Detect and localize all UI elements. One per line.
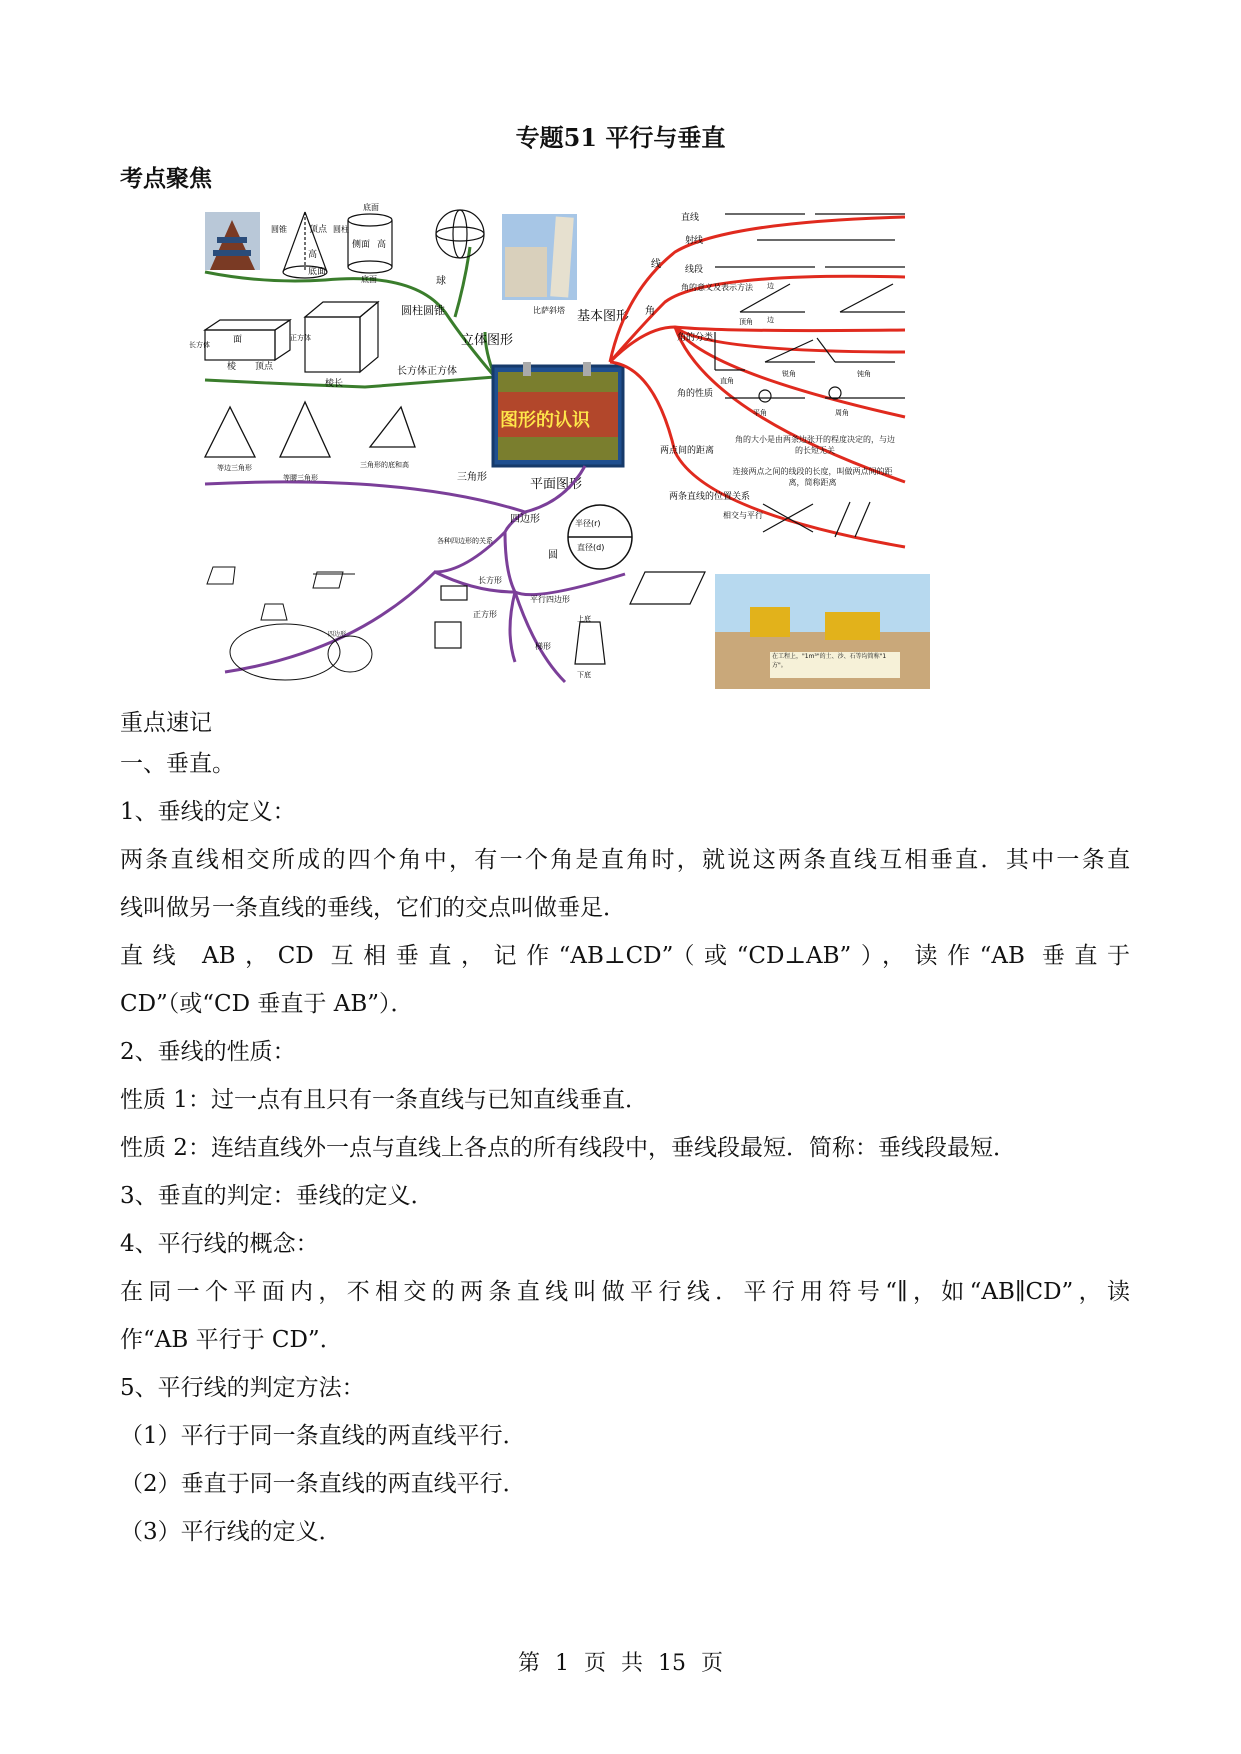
parallelogram-label: 平行四边形 bbox=[530, 595, 570, 604]
quad-chain bbox=[207, 567, 372, 680]
cone-height-label: 高 bbox=[308, 250, 318, 260]
triangle-label: 三角形 bbox=[457, 472, 487, 483]
p5-title: 5、平行线的判定方法： bbox=[120, 1375, 365, 1401]
cylinder-bottom-label: 底面 bbox=[361, 275, 377, 284]
branch-plane: 平面图形 bbox=[530, 477, 583, 492]
p2-prop2: 性质 2：连结直线外一点与直线上各点的所有线段中，垂线段最短．简称：垂线段最短． bbox=[120, 1135, 1016, 1161]
label-cuboid-cube: 长方体正方体 bbox=[397, 366, 457, 377]
p1-text-c: 直线 AB，CD 互相垂直，记作“AB⊥CD”（或“CD⊥AB”），读作“AB 垂直于 bbox=[120, 943, 1130, 969]
temple-image bbox=[205, 212, 260, 270]
cone-base-label: 底面 bbox=[308, 267, 327, 277]
branch-basic: 基本图形 bbox=[577, 309, 630, 324]
p1-text-b: 线叫做另一条直线的垂线，它们的交点叫做垂足． bbox=[120, 895, 626, 921]
lower-base-label: 下底 bbox=[577, 671, 591, 679]
diameter-label: 直径(d) bbox=[577, 543, 605, 552]
edge-label: 棱 bbox=[227, 362, 237, 372]
upper-base-label: 上底 bbox=[577, 615, 591, 623]
label-cylinder-cone: 圆柱圆锥 bbox=[401, 304, 445, 317]
side-label-1: 边 bbox=[767, 282, 774, 290]
intersect-parallel-label: 相交与平行 bbox=[723, 511, 763, 520]
cylinder-side-label: 侧面 bbox=[352, 240, 371, 250]
p2-title: 2、垂线的性质： bbox=[120, 1039, 296, 1065]
p2-prop1: 性质 1：过一点有且只有一条直线与已知直线垂直． bbox=[120, 1087, 648, 1113]
ray-label: 射线 bbox=[685, 236, 704, 246]
cube-side-label: 正方体 bbox=[290, 334, 311, 342]
plane-branch bbox=[205, 466, 625, 682]
edge-length-label: 棱长 bbox=[325, 379, 344, 389]
p5-item1: （1）平行于同一条直线的两直线平行． bbox=[120, 1423, 526, 1449]
straight-angle-label: 平角 bbox=[753, 409, 767, 417]
cylinder-top-label: 底面 bbox=[363, 203, 379, 212]
cuboid-side-label: 长方体 bbox=[189, 341, 210, 349]
vertex-angle-label: 顶角 bbox=[739, 318, 753, 326]
right-angle-label: 直角 bbox=[720, 377, 734, 385]
isosceles-label: 等腰三角形 bbox=[283, 474, 318, 482]
triangle-examples bbox=[205, 402, 415, 457]
cone-vertex-label: 顶点 bbox=[309, 225, 328, 235]
excavator-caption: 在工程上，"1m³"的土、沙、石等均简称"1方"。 bbox=[772, 653, 887, 669]
sphere-label: 球 bbox=[436, 276, 446, 287]
quad-label: 四边形 bbox=[510, 514, 540, 525]
angle-class-label: 角的分类 bbox=[677, 333, 714, 343]
quad-sign-label: 四边形 bbox=[328, 631, 347, 638]
straight-line-label: 直线 bbox=[681, 213, 700, 223]
segment-label: 线段 bbox=[685, 265, 704, 275]
p3-text: 3、垂直的判定：垂线的定义． bbox=[120, 1183, 434, 1209]
equilateral-label: 等边三角形 bbox=[217, 464, 252, 472]
mind-map-figure bbox=[189, 203, 1035, 782]
section-heading-notes: 重点速记 bbox=[120, 710, 212, 736]
cone-label: 圆锥 bbox=[271, 225, 287, 234]
radius-label: 半径(r) bbox=[575, 519, 601, 528]
two-lines-pos-label: 两条直线的位置关系 bbox=[669, 492, 751, 502]
angle-examples bbox=[740, 284, 905, 312]
pisa-caption: 比萨斜塔 bbox=[533, 306, 565, 315]
angle-prop-label: 角的性质 bbox=[677, 389, 714, 399]
quad-relation-label: 各种四边形的关系 bbox=[437, 537, 493, 545]
two-point-dist-label: 两点间的距离 bbox=[660, 446, 715, 456]
vertex-label: 顶点 bbox=[255, 362, 274, 372]
page-footer: 第 1 页 共 15 页 bbox=[518, 1651, 723, 1676]
dist-note: 连接两点之间的线段的长度，叫做两点间的距离，简称距离 bbox=[732, 467, 893, 487]
line-group-label: 线 bbox=[651, 259, 661, 270]
p5-item2: （2）垂直于同一条直线的两直线平行． bbox=[120, 1471, 526, 1497]
page-title: 专题51 平行与垂直 bbox=[515, 123, 726, 152]
p1-text-d: CD”（或“CD 垂直于 AB”）． bbox=[120, 991, 414, 1017]
heading-perpendicular: 一、垂直。 bbox=[120, 751, 235, 777]
face-label: 面 bbox=[233, 335, 243, 345]
cube-shape bbox=[305, 302, 378, 372]
p4-text-a: 在同一个平面内，不相交的两条直线叫做平行线．平行用符号“∥，如“AB∥CD”，读 bbox=[120, 1279, 1130, 1305]
branch-solid: 立体图形 bbox=[461, 333, 514, 348]
acute-label: 锐角 bbox=[782, 370, 796, 378]
intersect-parallel-examples bbox=[763, 502, 870, 537]
notes-body bbox=[120, 740, 1130, 1556]
p4-text-b: 作“AB 平行于 CD”． bbox=[120, 1327, 343, 1353]
sphere-shape bbox=[436, 210, 484, 258]
angle-group-label: 角 bbox=[645, 306, 655, 317]
rectangle-label: 长方形 bbox=[478, 576, 502, 585]
obtuse-label: 钝角 bbox=[857, 370, 871, 378]
cuboid-shape bbox=[205, 320, 290, 360]
full-angle-label: 周角 bbox=[835, 409, 849, 417]
p5-item3: （3）平行线的定义． bbox=[120, 1519, 342, 1545]
cylinder-label: 圆柱 bbox=[333, 225, 349, 234]
base-height-label: 三角形的底和高 bbox=[360, 461, 409, 469]
p1-title: 1、垂线的定义： bbox=[120, 799, 296, 825]
p4-title: 4、平行线的概念： bbox=[120, 1231, 319, 1257]
circle-label: 圆 bbox=[548, 550, 558, 561]
center-title: 图形的认识 bbox=[500, 410, 590, 431]
circle-shape bbox=[568, 505, 632, 569]
trapezoid-label: 梯形 bbox=[535, 642, 551, 651]
section-heading-focus: 考点聚焦 bbox=[120, 165, 212, 192]
square-label: 正方形 bbox=[473, 610, 497, 619]
angle-meaning-label: 角的意义及表示方法 bbox=[681, 283, 753, 292]
side-label-2: 边 bbox=[767, 316, 774, 324]
cylinder-height-label: 高 bbox=[377, 240, 387, 250]
p1-text-a: 两条直线相交所成的四个角中，有一个角是直角时，就说这两条直线互相垂直．其中一条直 bbox=[120, 847, 1130, 873]
pisa-image bbox=[502, 214, 577, 300]
angle-note: 角的大小是由两条边张开的程度决定的，与边的长短无关 bbox=[735, 435, 895, 455]
